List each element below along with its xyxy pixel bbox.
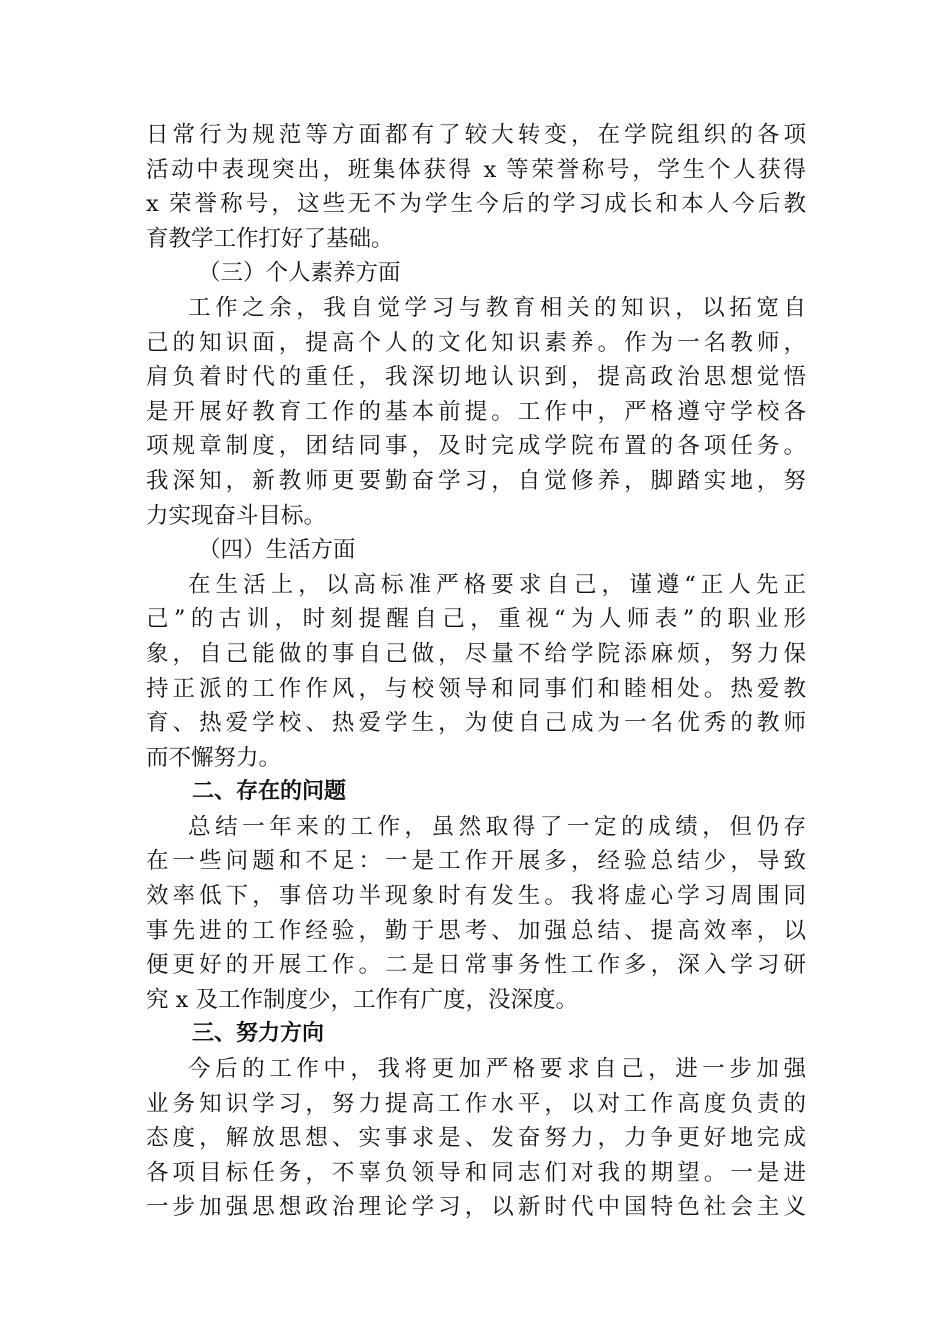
- document-page: [146, 118, 806, 1225]
- paragraph-first-line: 在生活上，以高标准严格要求自己，谨遵“正人先正: [188, 571, 806, 598]
- subsection-heading: （四）生活方面: [198, 537, 356, 564]
- text-line: 是开展好教育工作的基本前提。工作中，严格遵守学校各: [146, 398, 806, 425]
- text-line: 力实现奋斗目标。: [146, 502, 327, 529]
- text-line: 肩负着时代的重任，我深切地认识到，提高政治思想觉悟: [146, 364, 806, 391]
- text-line: 己的知识面，提高个人的文化知识素养。作为一名教师，: [146, 329, 806, 356]
- text-line: 持正派的工作作风，与校领导和同事们和睦相处。热爱教: [146, 675, 806, 702]
- text-line: 我深知，新教师更要勤奋学习，自觉修养，脚踏实地，努: [146, 467, 806, 494]
- text-line: 效率低下，事倍功半现象时有发生。我将虚心学习周围同: [146, 883, 806, 910]
- paragraph-first-line: 今后的工作中，我将更加严格要求自己，进一步加强: [188, 1056, 806, 1083]
- text-line: 己”的古训，时刻提醒自己，重视“为人师表”的职业形: [146, 606, 806, 633]
- text-line: 业务知识学习，努力提高工作水平，以对工作高度负责的: [146, 1090, 806, 1117]
- text-line: 在一些问题和不足：一是工作开展多，经验总结少，导致: [146, 848, 806, 875]
- paragraph-first-line: 工作之余，我自觉学习与教育相关的知识，以拓宽自: [188, 294, 806, 321]
- text-line: 各项目标任务，不辜负领导和同志们对我的期望。一是进: [146, 1159, 806, 1186]
- paragraph-first-line: 总结一年来的工作，虽然取得了一定的成绩，但仍存: [188, 813, 806, 840]
- document-text: [146, 118, 806, 1225]
- subsection-heading: （三）个人素养方面: [198, 260, 401, 287]
- text-line: 事先进的工作经验，勤于思考、加强总结、提高效率，以: [146, 917, 806, 944]
- text-line: 便更好的开展工作。二是日常事务性工作多，深入学习研: [146, 952, 806, 979]
- text-line: 育教学工作打好了基础。: [146, 225, 394, 252]
- text-line: 一步加强思想政治理论学习，以新时代中国特色社会主义: [146, 1194, 806, 1221]
- text-line: 象，自己能做的事自己做，尽量不给学院添麻烦，努力保: [146, 640, 806, 667]
- text-line: 态度，解放思想、实事求是、发奋努力，力争更好地完成: [146, 1125, 806, 1152]
- text-line: 项规章制度，团结同事，及时完成学院布置的各项任务。: [146, 433, 806, 460]
- text-line: 而不懈努力。: [146, 744, 282, 771]
- text-line: 活动中表现突出，班集体获得 x 等荣誉称号，学生个人获得: [146, 156, 806, 183]
- section-heading: 二、存在的问题: [192, 779, 347, 805]
- text-line: 究 x 及工作制度少，工作有广度，没深度。: [146, 986, 578, 1013]
- text-line: 日常行为规范等方面都有了较大转变，在学院组织的各项: [146, 122, 806, 148]
- text-line: 育、热爱学校、热爱学生，为使自己成为一名优秀的教师: [146, 710, 806, 737]
- text-line: x 荣誉称号，这些无不为学生今后的学习成长和本人今后教: [146, 191, 806, 218]
- section-heading: 三、努力方向: [192, 1021, 325, 1047]
